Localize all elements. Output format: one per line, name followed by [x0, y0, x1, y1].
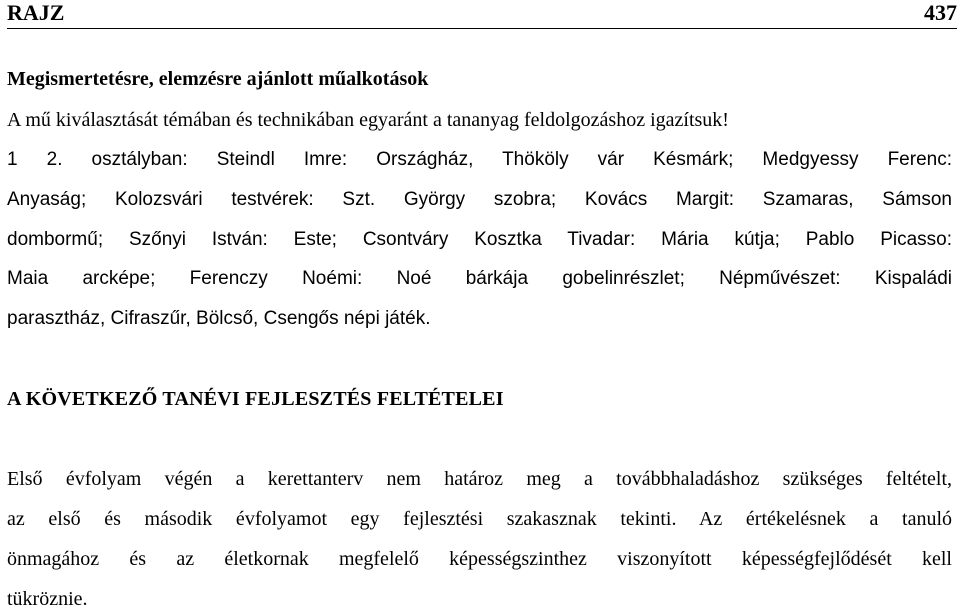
header-subject: RAJZ	[7, 0, 65, 25]
conditions-heading: A KÖVETKEZŐ TANÉVI FEJLESZTÉS FELTÉTELEI	[7, 388, 504, 410]
conditions-line-4: tükröznie.	[7, 588, 88, 610]
artworks-line-6: parasztház, Cifraszűr, Bölcső, Csengős népi játék.	[7, 308, 431, 329]
conditions-line-1: Első évfolyam végén a kerettanterv nem határoz meg a továbbhaladáshoz szükséges feltételt,	[7, 468, 952, 490]
artworks-heading: Megismertetésre, elemzésre ajánlott műalkotások	[7, 68, 429, 90]
artworks-line-2: 1 2. osztályban: Steindl Imre: Országház, Thököly vár Késmárk; Medgyessy Ferenc:	[7, 149, 952, 170]
conditions-line-3: önmagához és az életkornak megfelelő képességszinthez viszonyított képességfejlődését kell	[7, 548, 952, 570]
artworks-line-4: dombormű; Szőnyi István: Este; Csontváry Kosztka Tivadar: Mária kútja; Pablo Picasso:	[7, 229, 952, 250]
document-page	[7, 0, 957, 610]
artworks-line-5: Maia arcképe; Ferenczy Noémi: Noé bárkája gobelinrészlet; Népművészet: Kispaládi	[7, 268, 952, 289]
conditions-line-2: az első és második évfolyamot egy fejlesztési szakasznak tekinti. Az értékelésnek a tanuló	[7, 508, 952, 530]
artworks-line-3: Anyaság; Kolozsvári testvérek: Szt. György szobra; Kovács Margit: Szamaras, Sámson	[7, 189, 952, 210]
page-number: 437	[924, 0, 957, 25]
page-header	[7, 0, 957, 29]
artworks-line-1: A mű kiválasztását témában és technikában egyaránt a tananyag feldolgozáshoz igazítsuk!	[7, 109, 729, 131]
